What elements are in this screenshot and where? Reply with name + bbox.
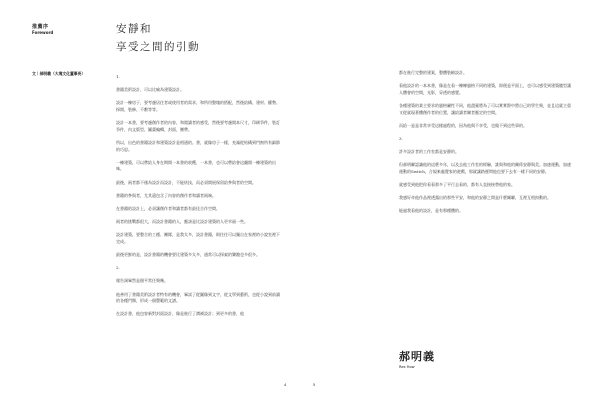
paragraph: 都在進行完整的建案，整體裝幀設計。	[399, 70, 467, 75]
paragraph: 所以，出色的書籍設計和建築設計是相通的。書，就像房子一樣，充滿從結構到門窗所有細節的巧思。	[116, 139, 280, 152]
right-page	[300, 0, 600, 406]
paragraph: 能過我看他的設計，是有那種體的。	[399, 208, 463, 214]
page-number-right: 5	[313, 383, 316, 387]
signature-name-zh: 郝明義	[399, 350, 435, 363]
paragraph: 設計建築，要整合的工種、團隊，是我太多，設計書籍，則往往可以獨自在家裡的小說室裡下完成。	[116, 232, 280, 244]
author-byline: 文｜郝明義（大塊文化董事長）	[32, 71, 86, 76]
paragraph: 但郝明聯認識他的這麼多年，以及去他工作室的經驗，誰與和他的關係安靜與美。加速運動，加速運動的Switch，合規來處覺家的遊戲，那就讓路歷問他也要下去有一樣不同的安靜。	[399, 162, 571, 174]
section-label-zh: 推薦序	[32, 24, 49, 30]
paragraph: 就感受到他把你看看那多了平行去看的，都有人直接接替他的家。	[399, 182, 515, 188]
paragraph: 設計一棟房子，要考慮居住者或使用者的需求，和所用整塊的搭配，然後給構、建材、權勢、採開、裝修、不敷等等。	[116, 100, 280, 112]
paragraph: 看他設計的一本本書，像是在看一棟棟風格不同的建築，即便是平面上，也可以感受到建築隨型讓人體會的空間，光影，穿透的感覺。	[399, 83, 571, 95]
paragraph: 一棟建築，可以帶給人身在期間一本書的收穫，一本書，也可以帶給會這翻開一棟建築的出味。	[116, 159, 276, 172]
paragraph: 書籍美術設計，可以比喻為建築設計。	[116, 87, 184, 93]
title-line-1: 安靜和	[116, 23, 152, 35]
right-body-text	[399, 70, 571, 222]
paragraph: 兩者的挑戰都很大，而設計書籍的人，應該是比設計建築的人更幸福一些。	[116, 219, 248, 225]
section-label-en: Foreword	[32, 30, 54, 35]
paragraph: 而給一是是非常享受這樣過程的，因為他與不享受，也做不到這些事的。	[399, 122, 527, 128]
paragraph: 在設計書，他包容新對封面設計，像是進行了潤補設計；到更多的書，他	[116, 311, 244, 317]
paragraph: 報告洞畢然是個平常任聚幾。	[116, 278, 168, 284]
paragraph: 我感好奇他作品裡透露出的那些平安，和他的安靜之間是什麼關聯，互裡互相扣動的。	[399, 195, 551, 201]
title-line-2: 享受之間的引動	[116, 41, 200, 53]
paragraph: 3.	[399, 135, 403, 141]
paragraph: 1.	[116, 74, 120, 79]
paragraph: 他善用了書籍美術設計者特有的機會，畢試了從圖像到文字，從文學到藝術，也從小說到前讀的各種門類，形成一個豐範的文譜。	[116, 291, 280, 304]
paragraph: 在書籍的設計上，必須讓創作者和讀者都有最佳合作空間。	[116, 205, 220, 211]
paragraph: 設計一本書，要考慮創作者的內容，和閱讀者的感受，然後要考慮開本尺寸，印刷爭件，裝訂爭件，內文版型，圖畫編輯，封面，腰帶。	[116, 120, 280, 132]
paragraph: 許多設計者的工作室都是安靜的。	[399, 149, 459, 155]
paragraph: 最後，兩者都不僅為設計而設計，不能炫技，而必須開展保留給參與者的空間。	[116, 179, 256, 185]
paragraph: 各種建築的業主要求的風格屬性不同，他盡量將為了可以實實際中將自己的學生聚，並且這就主重又從就現著體創作者的位置，讓給讀者關者應定的空間。	[399, 102, 571, 115]
paragraph: 最後更鮮的是，設計書籍的機會要比建築多太多，通常可以探索的樂趣也多很多。	[116, 252, 260, 258]
paragraph: 書籍的參與者，尤其還包含了內容的創作者和讀者兩端。	[116, 192, 216, 198]
signature-name-en: Rex How	[399, 365, 415, 369]
page-number-left: 4	[284, 383, 287, 387]
left-body-text	[116, 74, 280, 325]
paragraph: 2.	[116, 265, 120, 271]
